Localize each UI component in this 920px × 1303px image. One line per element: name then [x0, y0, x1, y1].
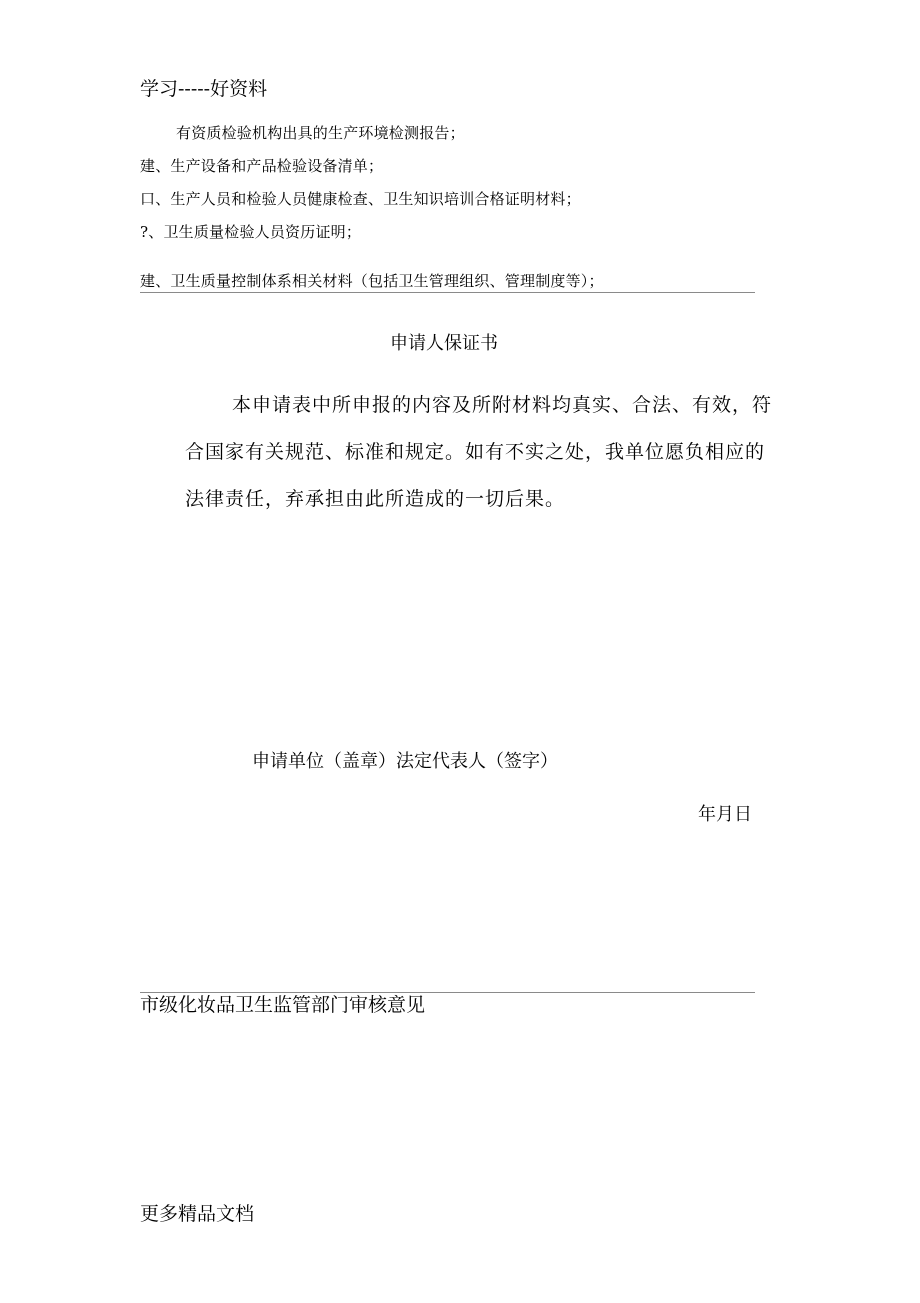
date-line: 年月日 [698, 804, 752, 825]
statement-line: 合国家有关规范、标准和规定。如有不实之处，我单位愿负相应的 [185, 441, 766, 463]
guarantee-title: 申请人保证书 [390, 333, 498, 354]
statement-line: 本申请表中所申报的内容及所附材料均真实、合法、有效，符 [232, 394, 773, 416]
page-footer: 更多精品文档 [140, 1203, 255, 1225]
page-header: 学习-----好资料 [140, 78, 268, 100]
list-item: 建、卫生质量控制体系相关材料（包括卫生管理组织、管理制度等）； [140, 272, 604, 290]
list-item: 口、生产人员和检验人员健康检查、卫生知识培训合格证明材料； [140, 190, 581, 208]
signature-line: 申请单位（盖章）法定代表人（签字） [252, 751, 558, 772]
section-divider [140, 292, 755, 293]
list-item: 建、生产设备和产品检验设备清单； [140, 157, 384, 175]
section-divider [140, 992, 755, 993]
list-item: ?、卫生质量检验人员资历证明； [140, 223, 362, 241]
review-heading: 市级化妆品卫生监管部门审核意见 [140, 994, 426, 1016]
statement-line: 法律责任，弃承担由此所造成的一切后果。 [185, 488, 566, 510]
list-item: 有资质检验机构出具的生产环境检测报告； [176, 124, 465, 142]
